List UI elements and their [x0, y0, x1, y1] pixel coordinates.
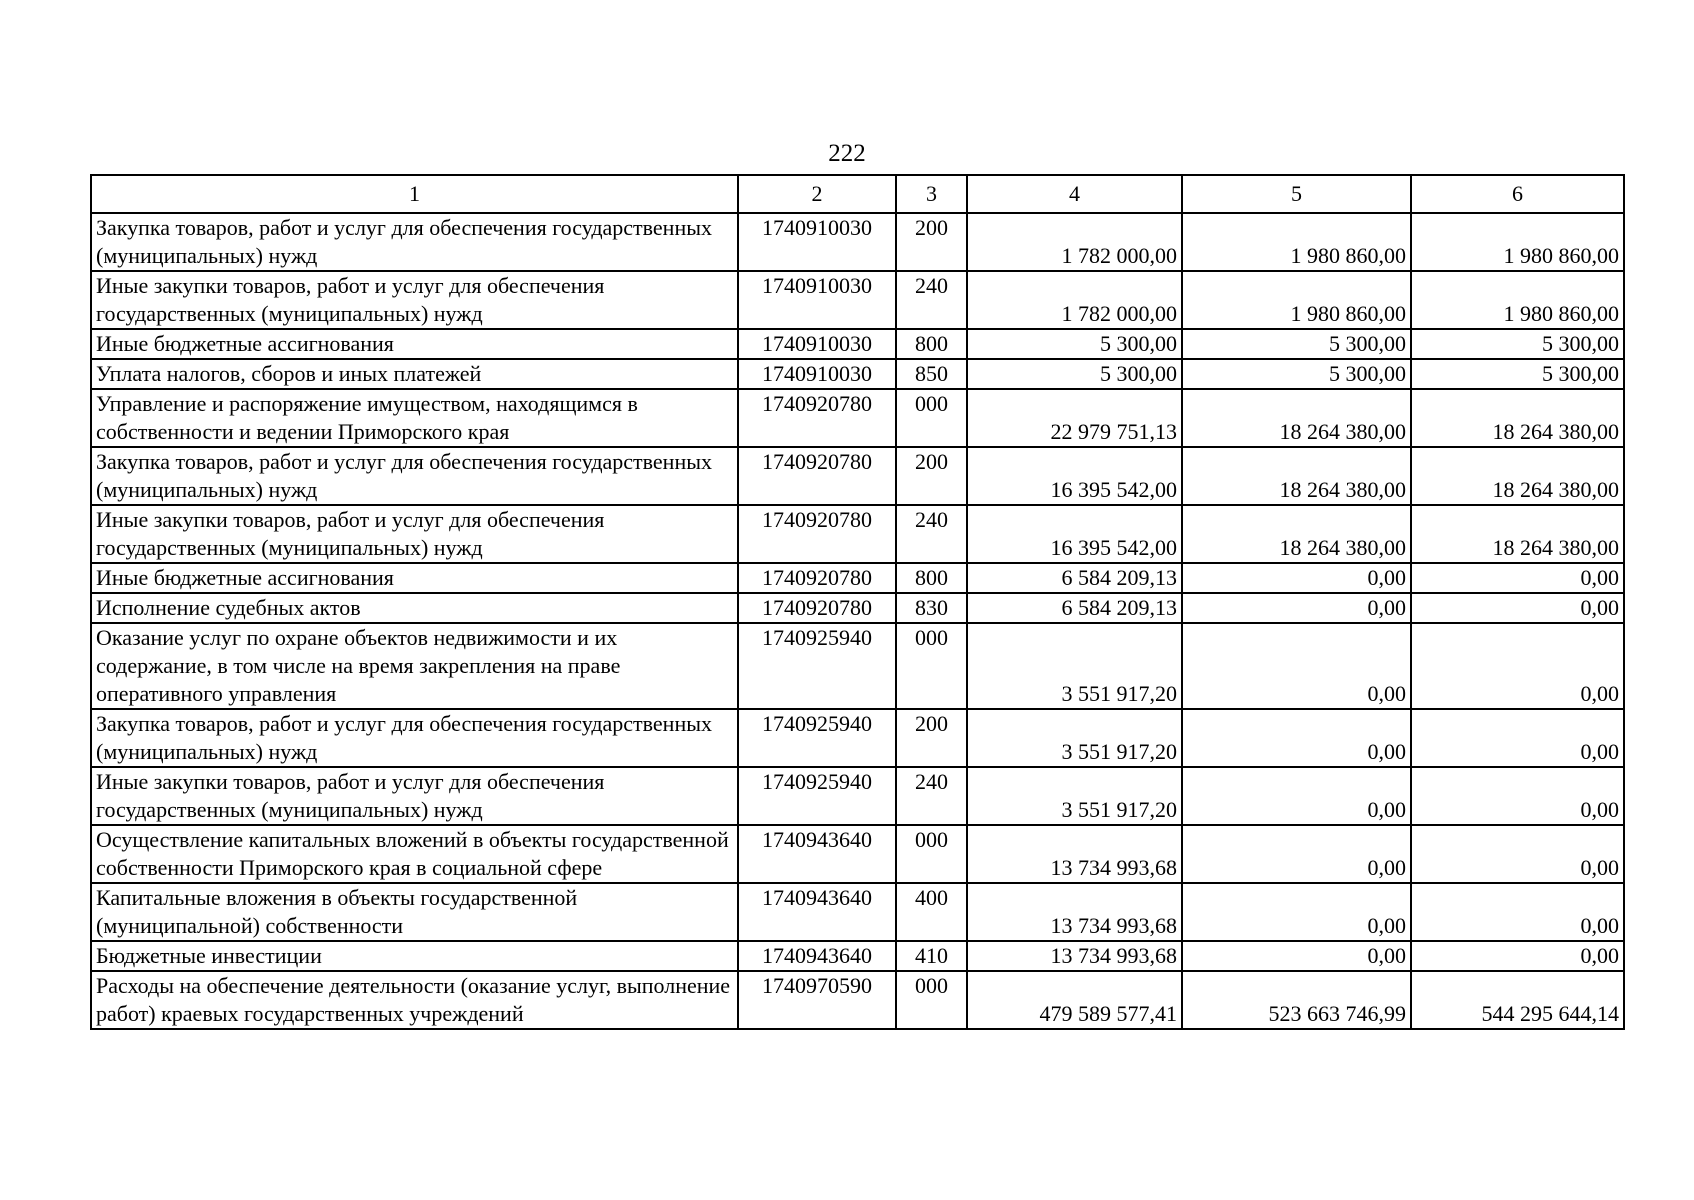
row-amount-col6-cell: 0,00: [1411, 825, 1624, 883]
row-amount-col5-cell: 18 264 380,00: [1182, 389, 1411, 447]
row-amount-col4-cell: 5 300,00: [967, 359, 1182, 389]
row-type-cell: 000: [896, 623, 967, 709]
row-code-cell: 1740943640: [738, 941, 896, 971]
row-code-cell: 1740910030: [738, 329, 896, 359]
row-amount-col5-cell: 5 300,00: [1182, 359, 1411, 389]
row-name-cell: Закупка товаров, работ и услуг для обеспечения государственных (муниципальных) нужд: [91, 447, 738, 505]
table-row: [91, 563, 1624, 593]
row-amount-col5-cell: 18 264 380,00: [1182, 505, 1411, 563]
row-amount-col6-cell: 1 980 860,00: [1411, 271, 1624, 329]
row-amount-col4-cell: 1 782 000,00: [967, 213, 1182, 271]
row-code-cell: 1740925940: [738, 623, 896, 709]
row-name-cell: Исполнение судебных актов: [91, 593, 738, 623]
column-header: 5: [1182, 175, 1411, 213]
table-row: [91, 271, 1624, 329]
row-type-cell: 000: [896, 389, 967, 447]
row-amount-col6-cell: 5 300,00: [1411, 329, 1624, 359]
row-type-cell: 240: [896, 767, 967, 825]
row-amount-col5-cell: 18 264 380,00: [1182, 447, 1411, 505]
row-amount-col6-cell: 0,00: [1411, 623, 1624, 709]
row-amount-col6-cell: 0,00: [1411, 883, 1624, 941]
row-amount-col4-cell: 3 551 917,20: [967, 623, 1182, 709]
row-name-cell: Иные закупки товаров, работ и услуг для обеспечения государственных (муниципальных) нужд: [91, 505, 738, 563]
row-amount-col5-cell: 0,00: [1182, 883, 1411, 941]
table-row: [91, 941, 1624, 971]
row-code-cell: 1740910030: [738, 359, 896, 389]
row-amount-col6-cell: 0,00: [1411, 767, 1624, 825]
row-name-cell: Иные бюджетные ассигнования: [91, 563, 738, 593]
row-name-cell: Иные бюджетные ассигнования: [91, 329, 738, 359]
row-amount-col5-cell: 0,00: [1182, 563, 1411, 593]
row-amount-col6-cell: 0,00: [1411, 593, 1624, 623]
table-row: [91, 329, 1624, 359]
table-row: [91, 623, 1624, 709]
row-code-cell: 1740920780: [738, 505, 896, 563]
row-amount-col6-cell: 18 264 380,00: [1411, 447, 1624, 505]
row-name-cell: Оказание услуг по охране объектов недвижимости и их содержание, в том числе на время закрепления на праве оперативного управления: [91, 623, 738, 709]
row-amount-col5-cell: 1 980 860,00: [1182, 271, 1411, 329]
row-type-cell: 240: [896, 271, 967, 329]
row-amount-col4-cell: 3 551 917,20: [967, 767, 1182, 825]
row-name-cell: Иные закупки товаров, работ и услуг для обеспечения государственных (муниципальных) нужд: [91, 271, 738, 329]
row-amount-col4-cell: 1 782 000,00: [967, 271, 1182, 329]
row-amount-col4-cell: 22 979 751,13: [967, 389, 1182, 447]
row-code-cell: 1740970590: [738, 971, 896, 1029]
row-code-cell: 1740920780: [738, 593, 896, 623]
table-row: [91, 971, 1624, 1029]
column-header: 3: [896, 175, 967, 213]
row-type-cell: 240: [896, 505, 967, 563]
row-amount-col6-cell: 18 264 380,00: [1411, 389, 1624, 447]
row-code-cell: 1740920780: [738, 389, 896, 447]
row-amount-col4-cell: 479 589 577,41: [967, 971, 1182, 1029]
row-amount-col5-cell: 0,00: [1182, 767, 1411, 825]
table-row: [91, 389, 1624, 447]
row-code-cell: 1740943640: [738, 883, 896, 941]
table-row: [91, 709, 1624, 767]
table-header-row: [91, 175, 1624, 213]
column-header: 4: [967, 175, 1182, 213]
row-type-cell: 830: [896, 593, 967, 623]
row-code-cell: 1740920780: [738, 447, 896, 505]
row-amount-col4-cell: 13 734 993,68: [967, 825, 1182, 883]
row-name-cell: Закупка товаров, работ и услуг для обеспечения государственных (муниципальных) нужд: [91, 709, 738, 767]
row-amount-col6-cell: 1 980 860,00: [1411, 213, 1624, 271]
row-amount-col5-cell: 5 300,00: [1182, 329, 1411, 359]
row-amount-col5-cell: 0,00: [1182, 623, 1411, 709]
row-name-cell: Бюджетные инвестиции: [91, 941, 738, 971]
column-header: 6: [1411, 175, 1624, 213]
row-amount-col6-cell: 0,00: [1411, 709, 1624, 767]
table-row: [91, 213, 1624, 271]
row-amount-col4-cell: 3 551 917,20: [967, 709, 1182, 767]
table-row: [91, 825, 1624, 883]
row-amount-col4-cell: 6 584 209,13: [967, 593, 1182, 623]
row-amount-col5-cell: 523 663 746,99: [1182, 971, 1411, 1029]
row-code-cell: 1740920780: [738, 563, 896, 593]
row-amount-col5-cell: 0,00: [1182, 941, 1411, 971]
row-code-cell: 1740910030: [738, 271, 896, 329]
row-type-cell: 200: [896, 447, 967, 505]
row-name-cell: Уплата налогов, сборов и иных платежей: [91, 359, 738, 389]
row-type-cell: 000: [896, 971, 967, 1029]
table-row: [91, 767, 1624, 825]
row-code-cell: 1740910030: [738, 213, 896, 271]
row-type-cell: 000: [896, 825, 967, 883]
budget-table: [90, 174, 1625, 1030]
column-header: 1: [91, 175, 738, 213]
row-name-cell: Осуществление капитальных вложений в объекты государственной собственности Приморского края в социальной сфере: [91, 825, 738, 883]
row-type-cell: 400: [896, 883, 967, 941]
table-row: [91, 447, 1624, 505]
row-amount-col4-cell: 16 395 542,00: [967, 505, 1182, 563]
row-amount-col4-cell: 6 584 209,13: [967, 563, 1182, 593]
row-amount-col6-cell: 544 295 644,14: [1411, 971, 1624, 1029]
table-row: [91, 883, 1624, 941]
row-code-cell: 1740925940: [738, 767, 896, 825]
row-name-cell: Капитальные вложения в объекты государственной (муниципальной) собственности: [91, 883, 738, 941]
row-type-cell: 850: [896, 359, 967, 389]
table-row: [91, 359, 1624, 389]
row-type-cell: 200: [896, 709, 967, 767]
column-header: 2: [738, 175, 896, 213]
row-amount-col4-cell: 13 734 993,68: [967, 883, 1182, 941]
row-amount-col4-cell: 5 300,00: [967, 329, 1182, 359]
page-number: 222: [828, 140, 866, 167]
row-name-cell: Иные закупки товаров, работ и услуг для обеспечения государственных (муниципальных) нужд: [91, 767, 738, 825]
row-amount-col6-cell: 5 300,00: [1411, 359, 1624, 389]
row-amount-col6-cell: 18 264 380,00: [1411, 505, 1624, 563]
row-type-cell: 800: [896, 563, 967, 593]
row-amount-col5-cell: 0,00: [1182, 709, 1411, 767]
row-amount-col5-cell: 1 980 860,00: [1182, 213, 1411, 271]
row-name-cell: Закупка товаров, работ и услуг для обеспечения государственных (муниципальных) нужд: [91, 213, 738, 271]
row-amount-col5-cell: 0,00: [1182, 593, 1411, 623]
row-name-cell: Расходы на обеспечение деятельности (оказание услуг, выполнение работ) краевых государственных учреждений: [91, 971, 738, 1029]
row-type-cell: 800: [896, 329, 967, 359]
row-amount-col4-cell: 13 734 993,68: [967, 941, 1182, 971]
row-code-cell: 1740943640: [738, 825, 896, 883]
row-amount-col6-cell: 0,00: [1411, 941, 1624, 971]
row-code-cell: 1740925940: [738, 709, 896, 767]
row-type-cell: 410: [896, 941, 967, 971]
row-type-cell: 200: [896, 213, 967, 271]
row-amount-col6-cell: 0,00: [1411, 563, 1624, 593]
row-amount-col5-cell: 0,00: [1182, 825, 1411, 883]
table-row: [91, 505, 1624, 563]
row-amount-col4-cell: 16 395 542,00: [967, 447, 1182, 505]
table-row: [91, 593, 1624, 623]
row-name-cell: Управление и распоряжение имуществом, находящимся в собственности и ведении Приморского края: [91, 389, 738, 447]
